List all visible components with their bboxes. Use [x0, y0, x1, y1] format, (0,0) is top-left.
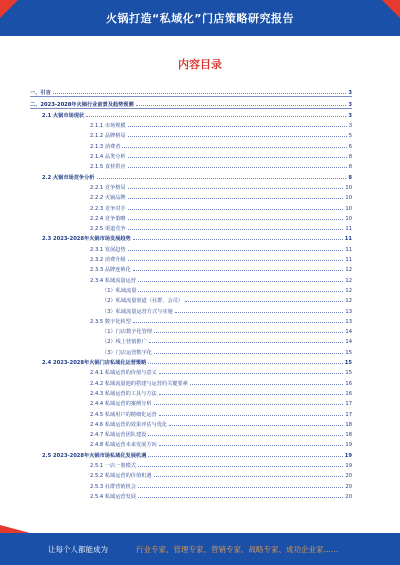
toc-entry[interactable]: [30, 139, 352, 149]
toc-entry-page: 12: [345, 277, 352, 284]
toc-leader-dots: [159, 444, 344, 446]
toc-leader-dots: [148, 362, 342, 364]
toc-entry-label: 2.1.1 市场规模: [90, 123, 126, 130]
toc-leader-dots: [154, 475, 344, 477]
toc-entry-page: 11: [344, 236, 352, 243]
toc-entry-label: 2.4.5 私域用户的精细化运营: [90, 411, 157, 418]
toc-entry-label: 2.3.5 数字化转型: [90, 318, 131, 325]
toc-entry-label: 2.4.8 私域运营未来发展方向: [90, 442, 157, 449]
toc-entry-page: 20: [345, 493, 352, 500]
toc-entry-page: 10: [345, 205, 352, 212]
page-footer: [0, 533, 400, 565]
toc-leader-dots: [133, 238, 343, 240]
toc-entry-label: 2.2.4 竞争策略: [90, 215, 126, 222]
toc-entry-page: 11: [345, 246, 352, 253]
toc-leader-dots: [138, 280, 343, 282]
toc-entry-label: 2.5.3 社群营销机会: [90, 483, 136, 490]
toc-entry-page: 11: [345, 257, 352, 264]
toc-entry-page: 12: [345, 298, 352, 305]
toc-entry-page: 10: [345, 195, 352, 202]
toc-leader-dots: [169, 424, 343, 426]
toc-entry[interactable]: [30, 459, 352, 469]
toc-entry[interactable]: [30, 448, 352, 458]
toc-leader-dots: [138, 496, 343, 498]
toc-entry-label: 2.3.4 私域流量运营: [90, 277, 136, 284]
toc-leader-dots: [133, 321, 344, 323]
toc-entry[interactable]: [30, 150, 352, 160]
toc-leader-dots: [128, 197, 344, 199]
toc-entry-label: 2.1.2 品牌格局: [90, 133, 126, 140]
toc-entry-page: 10: [345, 184, 352, 191]
toc-entry[interactable]: [30, 490, 352, 500]
toc-entry-page: 6: [348, 143, 352, 150]
toc-leader-dots: [128, 135, 347, 137]
toc-entry[interactable]: [30, 86, 352, 97]
table-of-contents: [30, 86, 352, 500]
toc-entry-page: 12: [345, 287, 352, 294]
toc-entry[interactable]: [30, 242, 352, 252]
toc-entry[interactable]: [30, 315, 352, 325]
toc-entry[interactable]: [30, 345, 352, 355]
toc-entry-page: 13: [345, 308, 352, 315]
toc-entry-label: （3）私域流量运营方式与实施: [102, 308, 173, 315]
toc-entry-page: 14: [345, 339, 352, 346]
toc-entry[interactable]: [30, 376, 352, 386]
toc-entry[interactable]: [30, 469, 352, 479]
toc-entry[interactable]: [30, 418, 352, 428]
toc-entry-page: 16: [345, 390, 352, 397]
toc-entry[interactable]: [30, 366, 352, 376]
toc-entry[interactable]: [30, 181, 352, 191]
toc-leader-dots: [159, 414, 344, 416]
toc-leader-dots: [148, 455, 342, 457]
report-header: [0, 0, 400, 36]
toc-leader-dots: [185, 300, 343, 302]
toc-entry[interactable]: [30, 170, 352, 180]
toc-leader-dots: [128, 208, 344, 210]
toc-entry-label: （3）门店运营数字化: [102, 349, 152, 356]
toc-leader-dots: [149, 341, 344, 343]
toc-entry-page: 15: [345, 349, 352, 356]
toc-entry-page: 3: [348, 90, 352, 97]
toc-entry-label: 2.3.1 发展趋势: [90, 246, 126, 253]
toc-entry-page: 17: [345, 411, 352, 418]
toc-entry-label: 2.4 2023-2028年火锅门店私域化运营策略: [42, 360, 147, 367]
toc-entry-label: 2.1.4 品类分析: [90, 154, 126, 161]
toc-entry-page: 18: [345, 432, 352, 439]
toc-leader-dots: [122, 146, 346, 148]
toc-entry[interactable]: [30, 119, 352, 129]
toc-entry-label: 2.4.3 私域运营的工具与方法: [90, 390, 157, 397]
toc-entry-label: 2.1 火锅市场现状: [42, 112, 85, 119]
toc-entry[interactable]: [30, 222, 352, 232]
report-title: 火锅打造“私域化”门店策略研究报告: [106, 12, 294, 25]
toc-leader-dots: [154, 331, 343, 333]
toc-entry[interactable]: [30, 479, 352, 489]
toc-entry-page: 10: [345, 215, 352, 222]
toc-entry-label: 2.3 2023-2028年火锅市场发展趋势: [42, 236, 131, 243]
toc-entry[interactable]: [30, 97, 352, 108]
toc-entry-label: 2.1.5 食材供应: [90, 164, 126, 171]
toc-entry[interactable]: [30, 356, 352, 366]
toc-leader-dots: [128, 228, 344, 230]
footer-tagline: 行业专家、管理专家、营销专家、战略专家、成功企业家……: [136, 544, 339, 554]
toc-entry-page: 19: [344, 452, 352, 459]
toc-entry[interactable]: [30, 284, 352, 294]
toc-entry[interactable]: [30, 109, 352, 119]
toc-entry[interactable]: [30, 160, 352, 170]
toc-entry-label: 2.2.1 竞争格局: [90, 184, 126, 191]
toc-entry-page: 14: [345, 329, 352, 336]
toc-entry-label: 2.2.2 火锅品牌: [90, 195, 126, 202]
toc-entry-page: 13: [345, 318, 352, 325]
toc-leader-dots: [128, 259, 344, 261]
toc-entry-page: 3: [348, 123, 352, 130]
toc-leader-dots: [159, 372, 344, 374]
toc-entry[interactable]: [30, 232, 352, 242]
toc-entry-page: 19: [345, 462, 352, 469]
toc-entry[interactable]: [30, 407, 352, 417]
toc-entry[interactable]: [30, 428, 352, 438]
toc-entry[interactable]: [30, 263, 352, 273]
footer-slogan: 让每个人都能成为: [48, 544, 108, 554]
toc-entry-page: 8: [348, 174, 352, 181]
toc-entry-label: 2.5 2023-2028年火锅市场私域化发展机遇: [42, 452, 147, 459]
toc-entry-page: 5: [348, 133, 352, 140]
toc-entry[interactable]: [30, 129, 352, 139]
toc-entry-label: 2.5.1 一店一策模式: [90, 462, 136, 469]
toc-entry[interactable]: [30, 212, 352, 222]
toc-leader-dots: [133, 269, 344, 271]
toc-entry-label: 2.3.2 消费升级: [90, 257, 126, 264]
toc-entry-page: 15: [345, 370, 352, 377]
toc-entry-label: 2.3.3 品牌连锁化: [90, 267, 131, 274]
toc-entry-label: 2.4.1 私域运营的价值与意义: [90, 370, 157, 377]
toc-entry-label: 2.2.5 渠道竞争: [90, 226, 126, 233]
toc-leader-dots: [159, 393, 344, 395]
toc-entry-page: 20: [345, 483, 352, 490]
toc-leader-dots: [175, 311, 344, 313]
header-corner-left-decoration: [0, 0, 18, 18]
toc-leader-dots: [53, 92, 347, 94]
toc-leader-dots: [154, 403, 344, 405]
toc-entry-page: 15: [344, 360, 352, 367]
toc-entry-page: 20: [345, 473, 352, 480]
toc-entry[interactable]: [30, 191, 352, 201]
toc-entry-label: 2.5.4 私域运营发展: [90, 493, 136, 500]
toc-entry-label: 2.4.6 私域运营的效果评估与优化: [90, 421, 168, 428]
toc-entry[interactable]: [30, 201, 352, 211]
toc-entry-page: 12: [345, 267, 352, 274]
toc-entry[interactable]: [30, 387, 352, 397]
toc-entry-page: 3: [348, 101, 352, 108]
toc-entry[interactable]: [30, 273, 352, 283]
toc-entry-label: 2.1.3 消费者: [90, 143, 121, 150]
toc-entry[interactable]: [30, 397, 352, 407]
toc-entry-page: 8: [348, 164, 352, 171]
toc-leader-dots: [138, 465, 343, 467]
toc-entry[interactable]: [30, 304, 352, 314]
toc-entry-label: （2）私域流量渠道（社群、会员）: [102, 298, 184, 305]
header-corner-right-decoration: [382, 0, 400, 18]
toc-leader-dots: [154, 352, 343, 354]
toc-leader-dots: [128, 125, 347, 127]
toc-entry-label: （2）线上营销推广: [102, 339, 147, 346]
toc-leader-dots: [128, 249, 344, 251]
toc-entry-label: 2.4.4 私域运营的案例分析: [90, 401, 152, 408]
toc-entry-label: 二、2023-2028年火锅行业前景及趋势预测: [30, 101, 134, 108]
toc-entry-label: （1）私域流量: [102, 287, 137, 294]
toc-entry-label: 2.2.3 竞争对手: [90, 205, 126, 212]
toc-entry-label: （1）门店数字化管理: [102, 329, 152, 336]
toc-entry-page: 16: [345, 380, 352, 387]
toc-leader-dots: [128, 156, 347, 158]
toc-leader-dots: [136, 104, 347, 106]
toc-leader-dots: [190, 383, 344, 385]
footer-corner-decoration: [0, 525, 30, 533]
toc-entry-label: 2.4.7 私域运营团队建设: [90, 432, 147, 439]
toc-entry-page: 11: [345, 226, 352, 233]
toc-entry-page: 17: [345, 401, 352, 408]
toc-leader-dots: [128, 218, 344, 220]
toc-entry-page: 3: [348, 112, 352, 119]
toc-entry[interactable]: [30, 294, 352, 304]
toc-entry-page: 8: [348, 154, 352, 161]
toc-leader-dots: [128, 187, 344, 189]
toc-entry[interactable]: [30, 438, 352, 448]
toc-entry-label: 2.2 火锅市场竞争分析: [42, 174, 95, 181]
toc-leader-dots: [97, 177, 347, 179]
toc-leader-dots: [128, 166, 347, 168]
toc-entry-label: 2.5.2 私域运营的价值机遇: [90, 473, 152, 480]
toc-entry-label: 2.4.2 私域流量池的搭建与运营的关键要素: [90, 380, 188, 387]
toc-leader-dots: [148, 434, 343, 436]
toc-entry-page: 18: [345, 421, 352, 428]
toc-entry-page: 19: [345, 442, 352, 449]
toc-entry-label: 一、引言: [30, 90, 51, 97]
toc-leader-dots: [138, 290, 343, 292]
toc-entry[interactable]: [30, 325, 352, 335]
toc-leader-dots: [138, 486, 343, 488]
toc-leader-dots: [86, 115, 346, 117]
toc-heading: 内容目录: [178, 58, 222, 71]
toc-entry[interactable]: [30, 253, 352, 263]
toc-entry[interactable]: [30, 335, 352, 345]
